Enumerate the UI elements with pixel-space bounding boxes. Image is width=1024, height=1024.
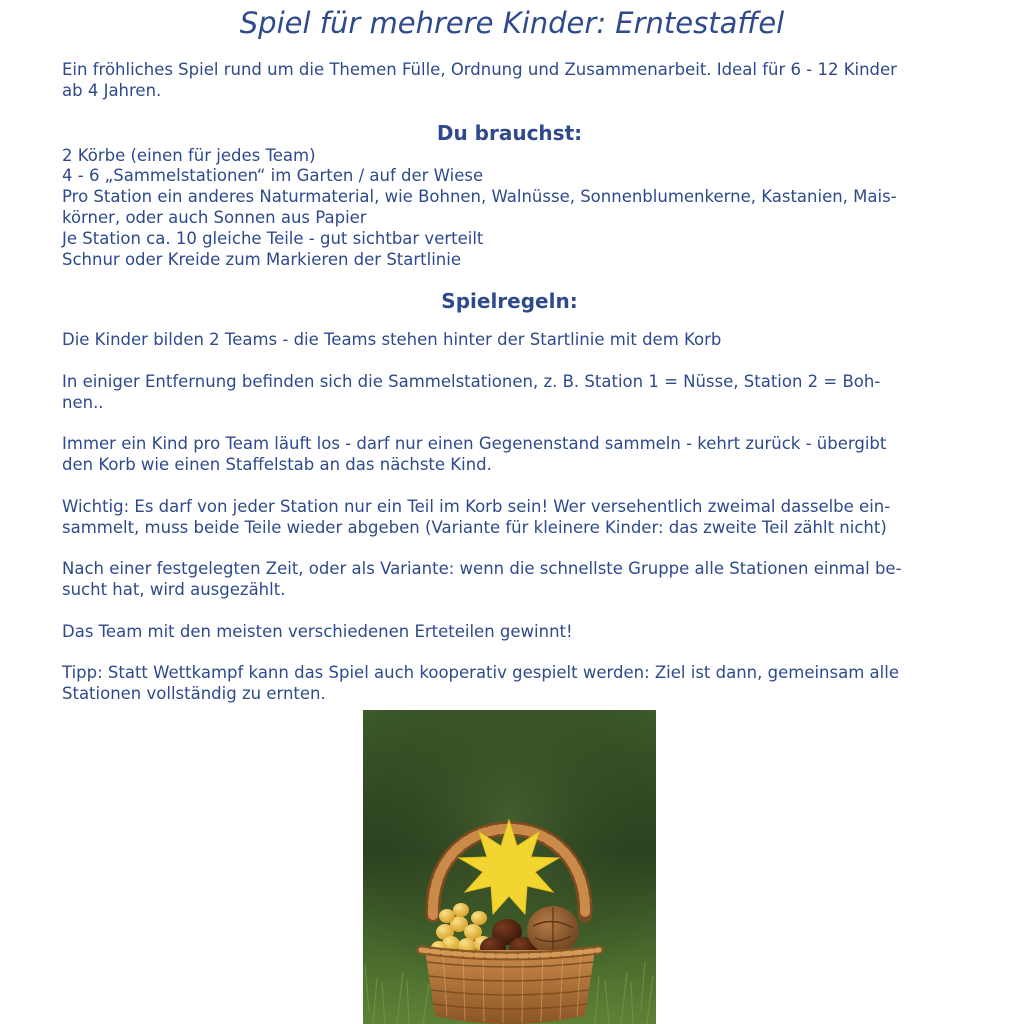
materials-line: Je Station ca. 10 gleiche Teile - gut sichtbar verteilt xyxy=(62,228,484,248)
rule-line: Stationen vollständig zu ernten. xyxy=(62,683,326,703)
rule-line: Nach einer festgelegten Zeit, oder als Variante: wenn die schnellste Gruppe alle Stationen einmal be- xyxy=(62,559,902,579)
rule-line: sucht hat, wird ausgezählt. xyxy=(62,579,286,599)
rule-line: Tipp: Statt Wettkampf kann das Spiel auch kooperativ gespielt werden: Ziel ist dann, gemeinsam alle xyxy=(62,663,899,683)
materials-line: 2 Körbe (einen für jedes Team) xyxy=(62,145,316,165)
document-content xyxy=(62,60,957,705)
basket-illustration xyxy=(363,710,656,1024)
rule-paragraph xyxy=(62,622,957,643)
materials-heading: Du brauchst: xyxy=(436,120,583,145)
intro-line: ab 4 Jahren. xyxy=(62,80,162,100)
materials-line: körner, oder auch Sonnen aus Papier xyxy=(62,207,367,227)
rule-line: Das Team mit den meisten verschiedenen Erteteilen gewinnt! xyxy=(62,621,573,641)
rule-line: den Korb wie einen Staffelstab an das nächste Kind. xyxy=(62,455,492,475)
materials-line: Pro Station ein anderes Naturmaterial, wie Bohnen, Walnüsse, Sonnenblumenkerne, Kastanien, Mais- xyxy=(62,187,897,207)
intro-line: Ein fröhliches Spiel rund um die Themen Fülle, Ordnung und Zusammenarbeit. Ideal für 6 - 12 Kinder xyxy=(62,60,897,79)
rule-paragraph xyxy=(62,372,957,414)
rule-line: In einiger Entfernung befinden sich die Sammelstationen, z. B. Station 1 = Nüsse, Station 2 = Boh- xyxy=(62,371,881,391)
harvest-basket-photo xyxy=(363,710,656,1024)
rule-line: Immer ein Kind pro Team läuft los - darf nur einen Gegenenstand sammeln - kehrt zurück - übergibt xyxy=(62,434,887,454)
rule-line: nen.. xyxy=(62,392,104,412)
rule-paragraph xyxy=(62,434,957,476)
materials-list xyxy=(62,146,957,271)
materials-line: 4 - 6 „Sammelstationen“ im Garten / auf der Wiese xyxy=(62,166,484,186)
rules-heading: Spielregeln: xyxy=(441,289,578,314)
rule-paragraph xyxy=(62,330,957,351)
rule-paragraph xyxy=(62,559,957,601)
tip-paragraph xyxy=(62,663,957,705)
basket-body xyxy=(425,950,595,1024)
rule-line: Wichtig: Es darf von jeder Station nur ein Teil im Korb sein! Wer versehentlich zweimal dasselbe ein- xyxy=(62,496,891,516)
page-title: Spiel für mehrere Kinder: Erntestaffel xyxy=(239,6,785,40)
materials-line: Schnur oder Kreide zum Markieren der Startlinie xyxy=(62,249,461,269)
rule-line: sammelt, muss beide Teile wieder abgeben (Variante für kleinere Kinder: das zweite Teil zählt nicht) xyxy=(62,517,887,537)
rule-line: Die Kinder bilden 2 Teams - die Teams stehen hinter der Startlinie mit dem Korb xyxy=(62,330,722,350)
walnut xyxy=(527,906,579,954)
rules-section xyxy=(62,330,957,704)
intro-paragraph xyxy=(62,60,957,102)
rule-paragraph xyxy=(62,497,957,539)
